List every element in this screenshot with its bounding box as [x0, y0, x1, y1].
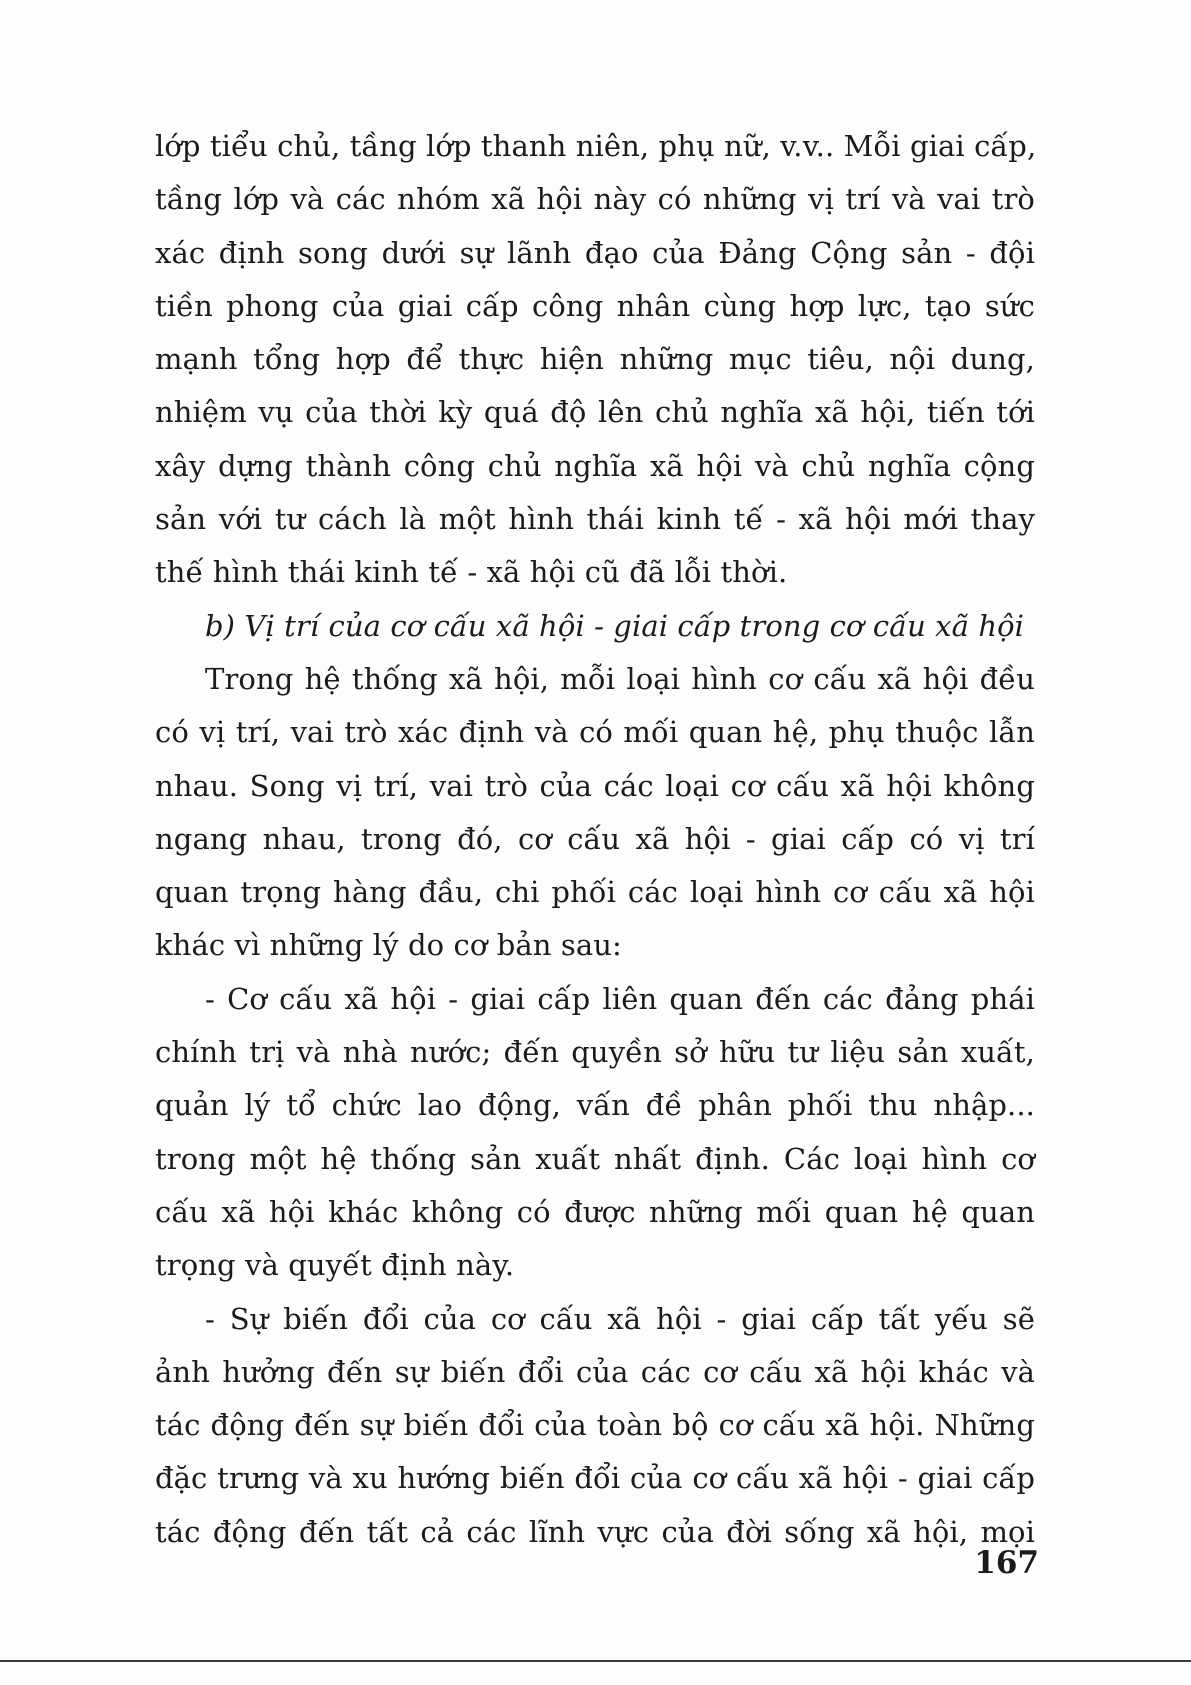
- text-line: xây dựng thành công chủ nghĩa xã hội và chủ nghĩa cộng: [155, 448, 1035, 483]
- text-line: tiền phong của giai cấp công nhân cùng hợp lực, tạo sức: [155, 288, 1035, 323]
- text-line: nhiệm vụ của thời kỳ quá độ lên chủ nghĩa xã hội, tiến tới: [155, 395, 1035, 430]
- section-heading: b) Vị trí của cơ cấu xã hội - giai cấp trong cơ cấu xã hội: [205, 608, 1025, 643]
- text-line: nhau. Song vị trí, vai trò của các loại cơ cấu xã hội không: [155, 768, 1035, 803]
- text-line: Trong hệ thống xã hội, mỗi loại hình cơ cấu xã hội đều: [205, 661, 1035, 696]
- text-line: trong một hệ thống sản xuất nhất định. Các loại hình cơ: [155, 1141, 1035, 1176]
- text-line: trọng và quyết định này.: [155, 1248, 515, 1283]
- text-line: - Cơ cấu xã hội - giai cấp liên quan đến các đảng phái: [205, 981, 1035, 1016]
- text-line: - Sự biến đổi của cơ cấu xã hội - giai cấp tất yếu sẽ: [205, 1301, 1035, 1336]
- text-line: lớp tiểu chủ, tầng lớp thanh niên, phụ nữ, v.v.. Mỗi giai cấp,: [155, 129, 1037, 163]
- page-bottom-rule: [0, 1660, 1191, 1662]
- page-number: 167: [974, 1545, 1039, 1581]
- text-line: tác động đến sự biến đổi của toàn bộ cơ cấu xã hội. Những: [155, 1408, 1035, 1443]
- body-text: [155, 120, 1035, 1559]
- text-line: sản với tư cách là một hình thái kinh tế - xã hội mới thay: [155, 502, 1035, 537]
- text-line: thế hình thái kinh tế - xã hội cũ đã lỗi thời.: [155, 555, 788, 590]
- text-line: ảnh hưởng đến sự biến đổi của các cơ cấu xã hội khác và: [155, 1354, 1035, 1389]
- text-line: ngang nhau, trong đó, cơ cấu xã hội - giai cấp có vị trí: [155, 821, 1035, 856]
- text-line: khác vì những lý do cơ bản sau:: [155, 928, 622, 963]
- text-line: có vị trí, vai trò xác định và có mối quan hệ, phụ thuộc lẫn: [155, 715, 1035, 750]
- text-line: quản lý tổ chức lao động, vấn đề phân phối thu nhập...: [155, 1088, 1035, 1123]
- text-line: chính trị và nhà nước; đến quyền sở hữu tư liệu sản xuất,: [155, 1035, 1035, 1070]
- text-line: xác định song dưới sự lãnh đạo của Đảng Cộng sản - đội: [155, 235, 1035, 270]
- text-line: quan trọng hàng đầu, chi phối các loại hình cơ cấu xã hội: [155, 875, 1035, 910]
- text-line: đặc trưng và xu hướng biến đổi của cơ cấu xã hội - giai cấp: [155, 1461, 1035, 1496]
- text-line: mạnh tổng hợp để thực hiện những mục tiêu, nội dung,: [155, 342, 1035, 377]
- text-line: tác động đến tất cả các lĩnh vực của đời sống xã hội, mọi: [155, 1514, 1035, 1549]
- text-line: tầng lớp và các nhóm xã hội này có những vị trí và vai trò: [155, 182, 1035, 217]
- text-line: cấu xã hội khác không có được những mối quan hệ quan: [155, 1194, 1035, 1229]
